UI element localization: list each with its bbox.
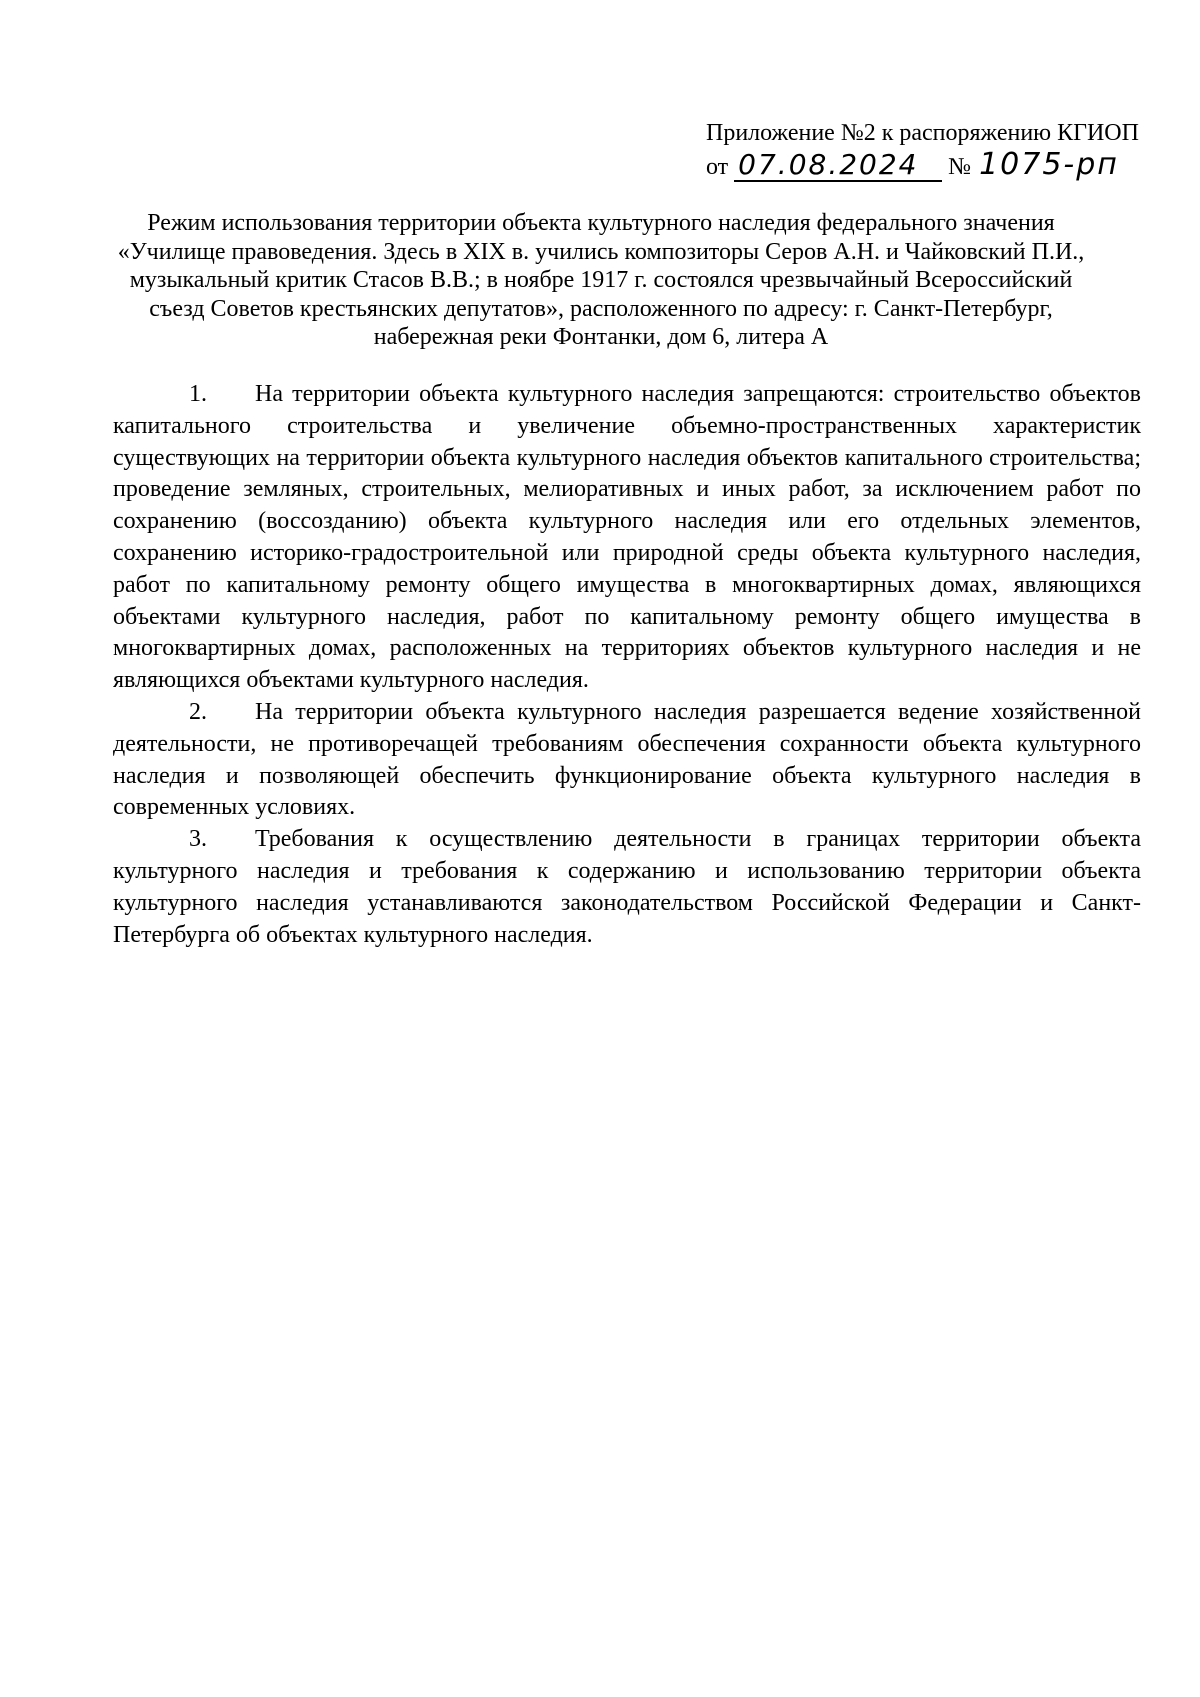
number-prefix: № — [948, 154, 972, 180]
paragraph-number: 2. — [189, 698, 207, 725]
paragraph-3 — [113, 824, 1141, 951]
document-body — [113, 379, 1141, 951]
handwritten-number: 1075-рп — [979, 147, 1119, 182]
handwritten-date: 07.08.2024 — [734, 150, 942, 182]
paragraph-1 — [113, 379, 1141, 697]
appendix-title: Приложение №2 к распоряжению КГИОП — [706, 120, 1139, 146]
paragraph-number: 1. — [189, 381, 207, 407]
paragraph-2 — [113, 697, 1141, 824]
paragraph-text: На территории объекта культурного наследия разрешается ведение хозяйственной деятельности, не противоречащей требованиям обеспечения сохранности объекта культурного наследия и позволяющей обеспечить функционирование объекта культурного наследия в современных условиях. — [113, 698, 1141, 821]
paragraph-number: 3. — [189, 826, 207, 853]
date-prefix: от — [706, 154, 729, 180]
paragraph-text: На территории объекта культурного наследия запрещаются: строительство объектов капитального строительства и увеличение объемно-пространственных характеристик существующих на территории объекта культурного наследия объектов капитального строительства; проведение земляных, строительных, мелиоративных и иных работ, за исключением работ по сохранению (воссозданию) объекта культурного наследия или его отдельных элементов, сохранению историко-градостроительной или природной среды объекта культурного наследия, работ по капитальному ремонту общего имущества в многоквартирных домах, являющихся объектами культурного наследия, работ по капитальному ремонту общего имущества в многоквартирных домах, расположенных на территориях объектов культурного наследия и не являющихся объектами культурного наследия. — [113, 381, 1141, 694]
document-title: Режим использования территории объекта культурного наследия федерального значения «Училище правоведения. Здесь в XIX в. учились композиторы Серов А.Н. и Чайковский П.И., музыкальный критик Стасов В.В.; в ноябре 1917 г. состоялся чрезвычайный Всероссийский съезд Советов крестьянских депутатов», расположенного по адресу: г. Санкт-Петербург, набережная реки Фонтанки, дом 6, литера А — [117, 210, 1085, 350]
appendix-date-number — [706, 147, 1146, 188]
appendix-header — [706, 118, 1146, 188]
paragraph-text: Требования к осуществлению деятельности в границах территории объекта культурного наследия и требования к содержанию и использованию территории объекта культурного наследия устанавливаются законодательством Российской Федерации и Санкт-Петербурга об объектах культурного наследия. — [113, 826, 1141, 948]
